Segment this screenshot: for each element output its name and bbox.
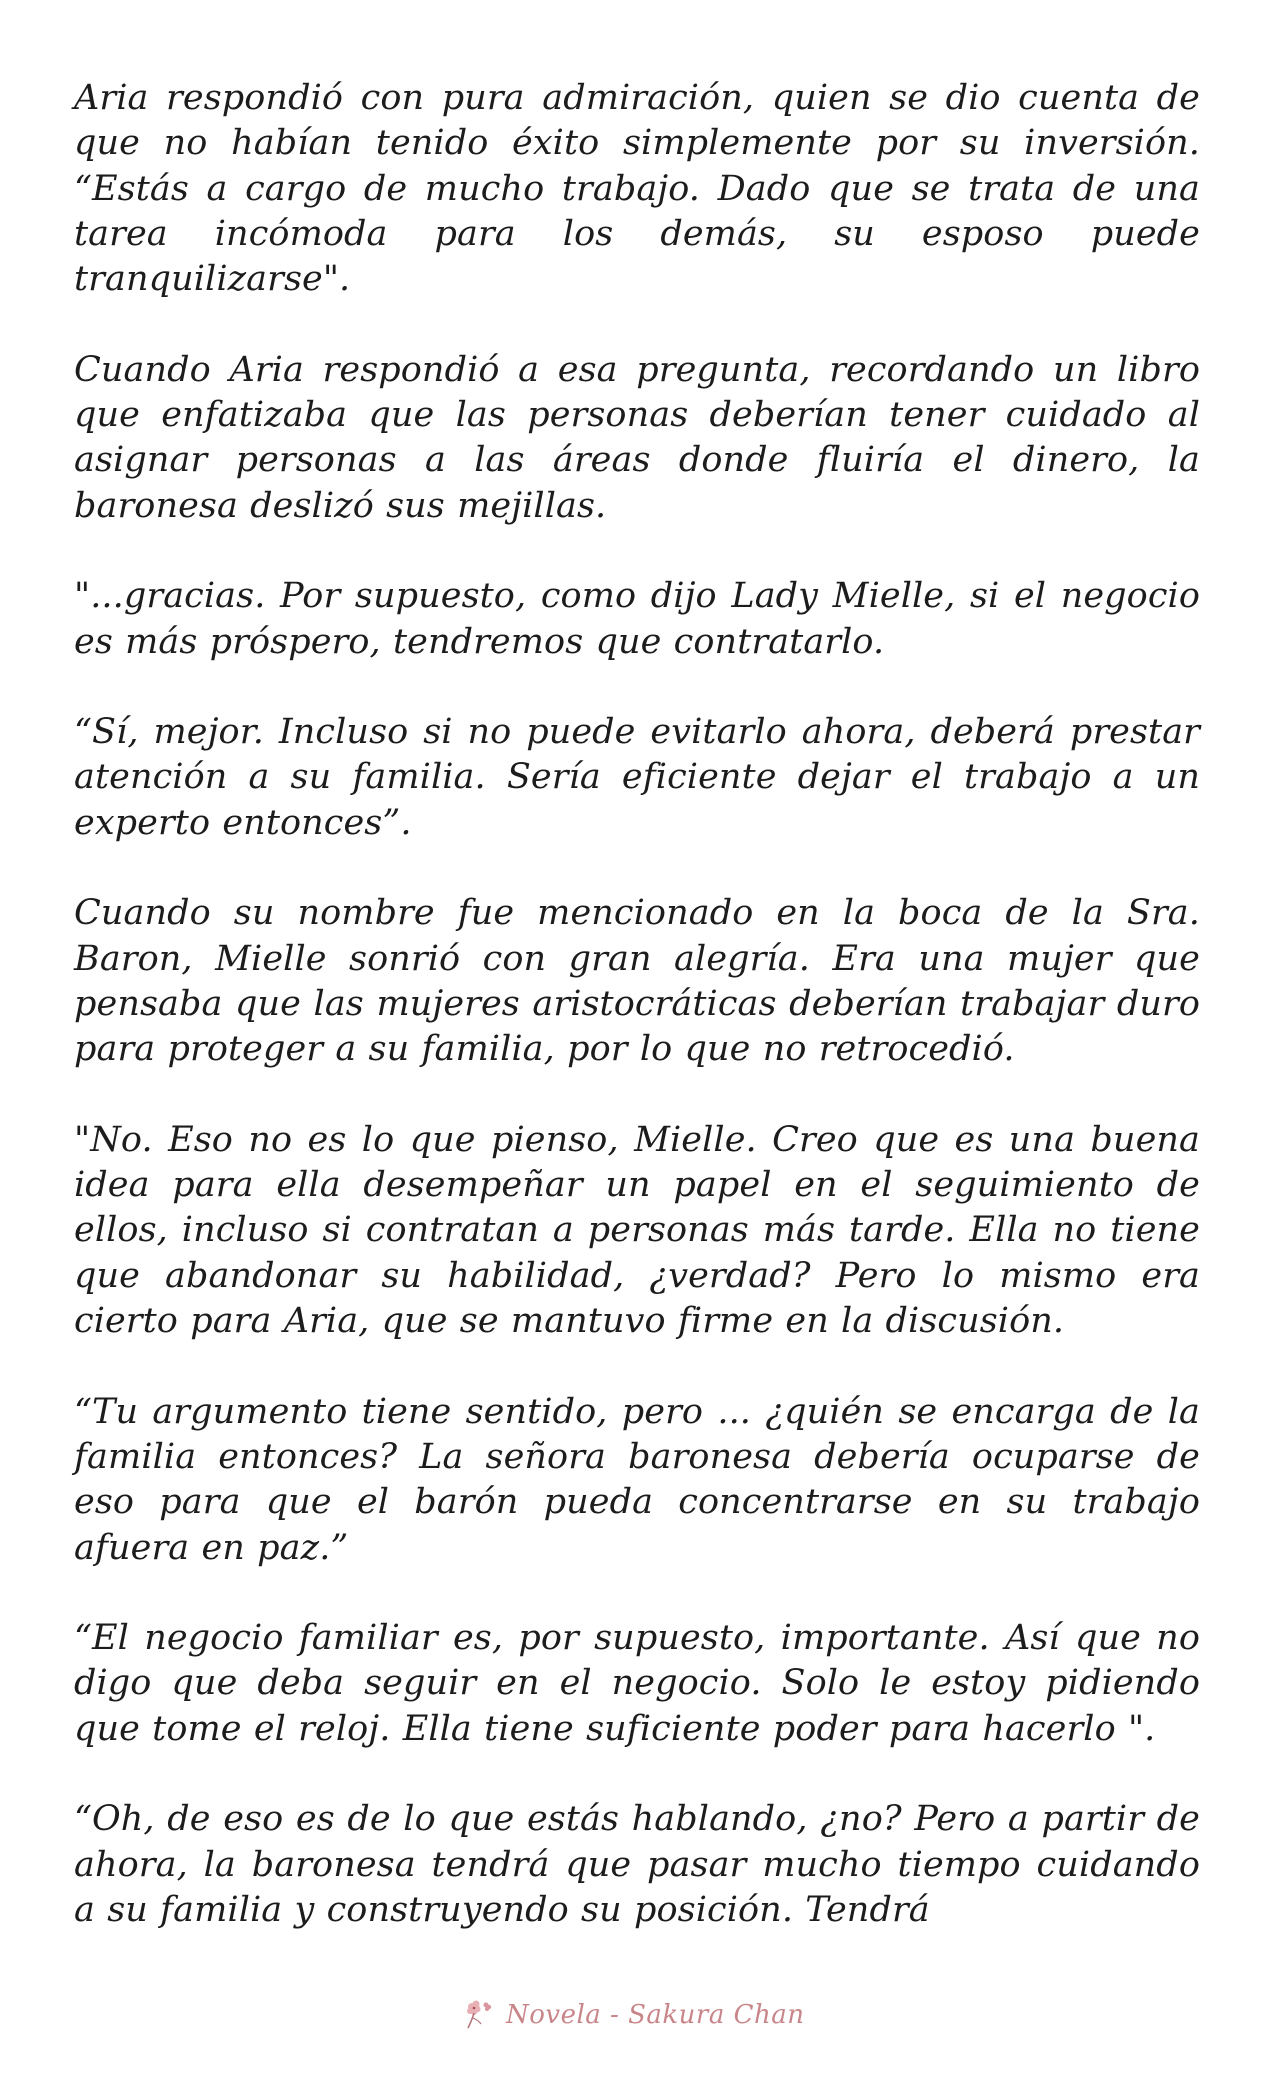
watermark: [462, 1995, 805, 2035]
paragraph: "...gracias. Por supuesto, como dijo Lady Mielle, si el negocio es más próspero, tendremos que contratarlo.: [74, 576, 1200, 662]
paragraph: “Oh, de eso es de lo que estás hablando, ¿no? Pero a partir de ahora, la baronesa tendrá que pasar mucho tiempo cuidando a su familia y construyendo su posición. Tendrá: [74, 1799, 1200, 1930]
sakura-flower-icon: [462, 1998, 500, 2032]
paragraph: "No. Eso no es lo que pienso, Mielle. Creo que es una buena idea para ella desempeñar un papel en el seguimiento de ellos, incluso si contratan a personas más tarde. Ella no tiene que abandonar su habilidad, ¿verdad? Pero lo mismo era cierto para Aria, que se mantuvo firme en la discusión.: [74, 1119, 1200, 1342]
paragraph: Aria respondió con pura admiración, quien se dio cuenta de que no habían tenido éxito simplemente por su inversión. “Estás a cargo de mucho trabajo. Dado que se trata de una tarea incómoda para los demás, su esposo puede tranquilizarse".: [74, 78, 1200, 300]
paragraph: Cuando Aria respondió a esa pregunta, recordando un libro que enfatizaba que las personas deberían tener cuidado al asignar personas a las áreas donde fluiría el dinero, la baronesa deslizó sus mejillas.: [74, 349, 1200, 526]
paragraph: “El negocio familiar es, por supuesto, importante. Así que no digo que deba seguir en el negocio. Solo le estoy pidiendo que tome el reloj. Ella tiene suficiente poder para hacerlo ".: [74, 1618, 1200, 1749]
paragraph: Cuando su nombre fue mencionado en la boca de la Sra. Baron, Mielle sonrió con gran alegría. Era una mujer que pensaba que las mujeres aristocráticas deberían trabajar duro para proteger a su familia, por lo que no retrocedió.: [74, 893, 1200, 1070]
paragraph: “Tu argumento tiene sentido, pero ... ¿quién se encarga de la familia entonces? La señora baronesa debería ocuparse de eso para que el barón pueda concentrarse en su trabajo afuera en paz.”: [74, 1391, 1200, 1568]
watermark-text: Novela - Sakura Chan: [506, 2000, 805, 2030]
paragraph: “Sí, mejor. Incluso si no puede evitarlo ahora, deberá prestar atención a su familia. Sería eficiente dejar el trabajo a un experto entonces”.: [74, 712, 1200, 843]
text-body: [74, 76, 1200, 1933]
